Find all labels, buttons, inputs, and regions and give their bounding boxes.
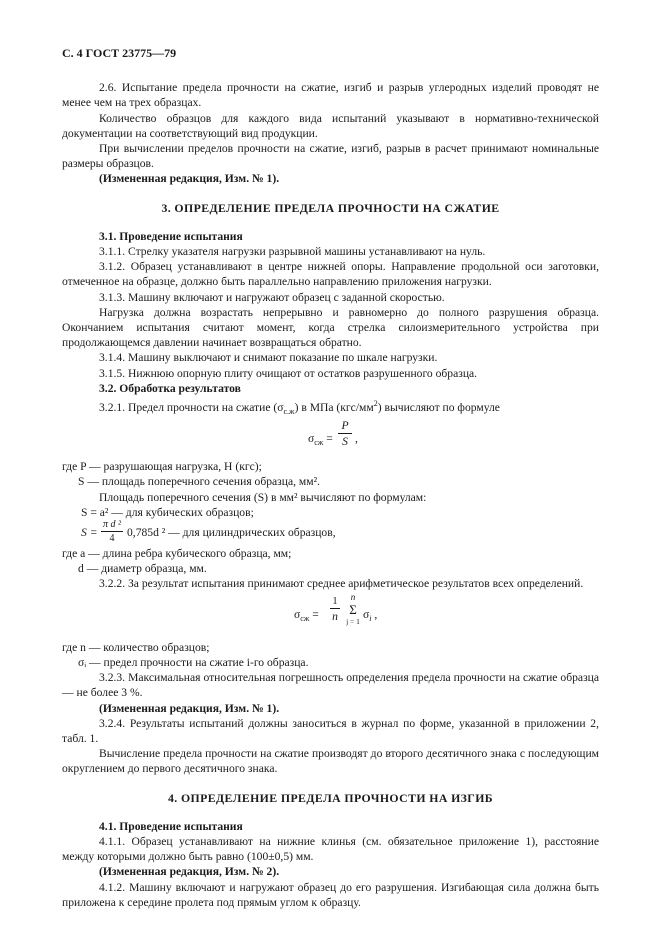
area-intro: Площадь поперечного сечения (S) в мм² вычисляют по формулам:	[99, 490, 427, 504]
document-page	[62, 46, 599, 910]
paragraph-3-1-2: 3.1.2. Образец устанавливают в центре нижней опоры. Направление продольной оси заготовки, отмеченное на образце, должно быть параллельно направлению приложения нагрузки.	[62, 260, 599, 289]
paragraph-nominal-sizes: При вычислении пределов прочности на сжатие, изгиб, разрыв в расчет принимают номинальные размеры образцов.	[62, 142, 599, 171]
formula-compressive-strength: $\sigma_{сж}$ = $\frac{P}{S}$ ,	[308, 419, 358, 449]
revision-note: (Измененная редакция, Изм. № 2).	[99, 865, 280, 879]
formula-cube-area: S = a² — для кубических образцов;	[81, 505, 254, 519]
paragraph-4-1-1: 4.1.1. Образец устанавливают на нижние клинья (см. обязательное приложение 1), расстояние между которыми должно быть равно (100±0,5) мм.	[62, 834, 599, 864]
revision-note: (Измененная редакция, Изм. № 1).	[99, 701, 280, 715]
where-sigma-i: σᵢ — предел прочности на сжатие i-го образца.	[78, 655, 309, 669]
section-4-title: 4. ОПРЕДЕЛЕНИЕ ПРЕДЕЛА ПРОЧНОСТИ НА ИЗГИБ	[167, 790, 493, 805]
paragraph-3-1-3: 3.1.3. Машину включают и нагружают образец с заданной скоростью.	[99, 290, 445, 304]
formula-cylinder-area: S = $\frac{\text{π d ²}}{4}$ 0,785d ² — для цилиндрических образцов,	[81, 519, 336, 545]
where-d: d — диаметр образца, мм.	[78, 562, 207, 576]
where-a: где a — длина ребра кубического образца, мм;	[62, 547, 292, 561]
formula-mean-strength: $\sigma_{сж}$ = $\frac{1}{n}$ n Σ j = 1 $\sigma_i$ ,	[294, 591, 378, 626]
paragraph-load: Нагрузка должна возрастать непрерывно и равномерно до полного разрушения образца. Окончанием испытания считают момент, когда стрелка силоизмерительного устройства при продолжающемся давлении начинает возвращаться обратно.	[62, 305, 599, 350]
paragraph-3-1-1: 3.1.1. Стрелку указателя нагрузки разрывной машины устанавливают на нуль.	[99, 245, 486, 259]
paragraph-sample-count: Количество образцов для каждого вида испытаний указывают в нормативно-технической документации на соответствующий вид продукции.	[62, 111, 599, 140]
revision-note: (Измененная редакция, Изм. № 1).	[99, 172, 280, 186]
where-p: где P — разрушающая нагрузка, Н (кгс);	[62, 460, 262, 474]
paragraph-3-2-4: 3.2.4. Результаты испытаний должны заноситься в журнал по форме, указанной в приложении 2, табл. 1.	[62, 716, 599, 745]
paragraph-3-2-2: 3.2.2. За результат испытания принимают среднее арифметическое результатов всех определений.	[99, 577, 584, 591]
subsection-3-2-title: 3.2. Обработка результатов	[99, 381, 241, 395]
where-n: где n — количество образцов;	[62, 640, 210, 654]
paragraph-calculation: Вычисление предела прочности на сжатие производят до второго десятичного знака с последующим округлением до первого десятичного знака.	[62, 747, 599, 776]
paragraph-3-2-3: 3.2.3. Максимальная относительная погрешность определения предела прочности на сжатие образца — не более 3 %.	[62, 671, 599, 700]
paragraph-3-1-4: 3.1.4. Машину выключают и снимают показание по шкале нагрузки.	[99, 351, 438, 365]
page-header: С. 4 ГОСТ 23775—79	[62, 46, 177, 60]
paragraph-3-1-5: 3.1.5. Нижнюю опорную плиту очищают от остатков разрушенного образца.	[99, 366, 478, 380]
where-s: S — площадь поперечного сечения образца, мм².	[78, 475, 320, 489]
paragraph-2-6: 2.6. Испытание предела прочности на сжатие, изгиб и разрыв углеродных изделий проводят не менее чем на трех образцах.	[62, 81, 599, 110]
subsection-4-1-title: 4.1. Проведение испытания	[99, 819, 243, 833]
paragraph-4-1-2: 4.1.2. Машину включают и нагружают образец до его разрушения. Изгибающая сила должна быть приложена к середине пролета под прямым углом к образцу.	[62, 880, 599, 909]
paragraph-3-2-1: 3.2.1. Предел прочности на сжатие $(\sigma_{с.ж})$ в МПа $(кгс/мм^2)$ вычисляют по формуле	[99, 399, 500, 417]
subsection-3-1-title: 3.1. Проведение испытания	[99, 229, 243, 243]
section-3-title: 3. ОПРЕДЕЛЕНИЕ ПРЕДЕЛА ПРОЧНОСТИ НА СЖАТИЕ	[161, 200, 500, 215]
